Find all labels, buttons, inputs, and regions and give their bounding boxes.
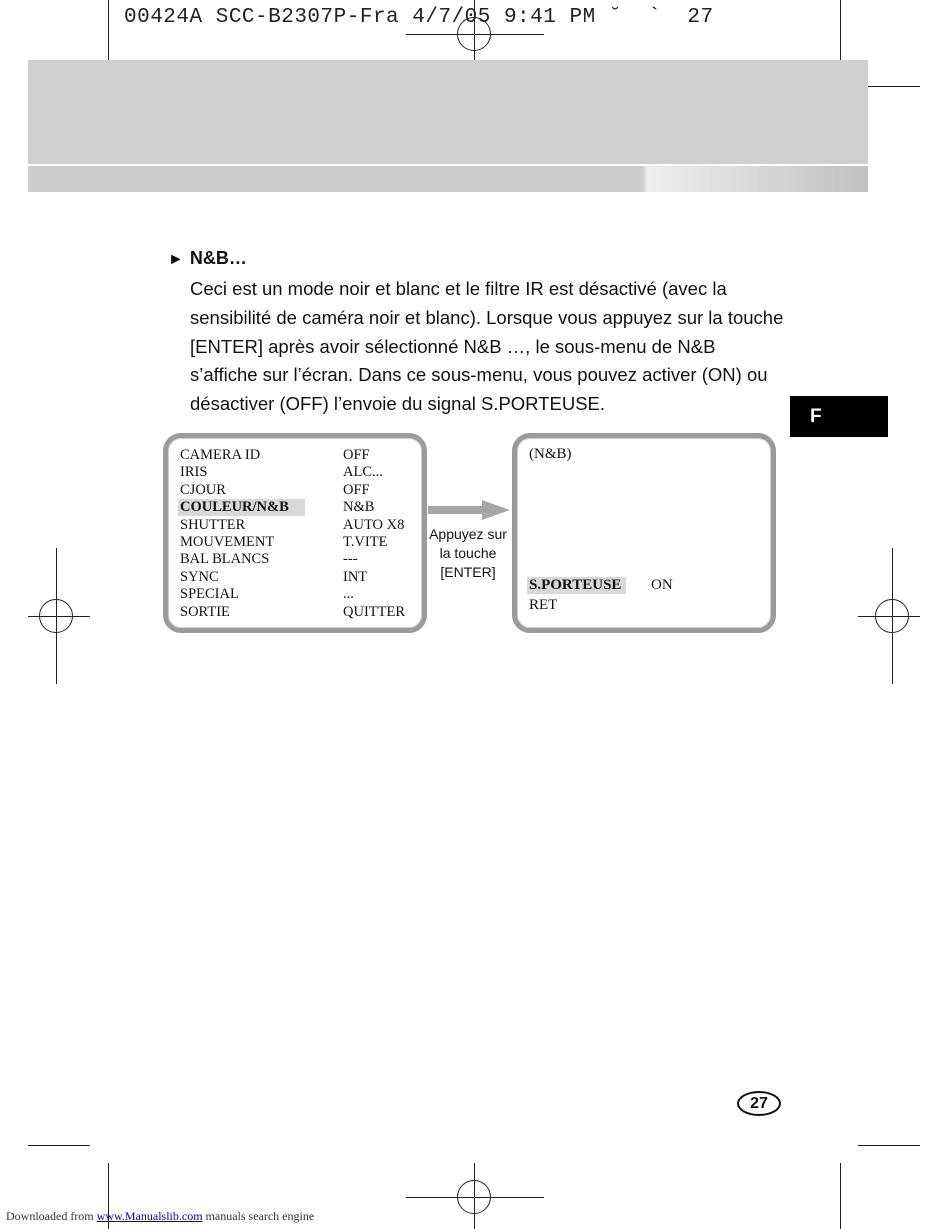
section-paragraph <box>190 275 790 419</box>
main-menu-screen <box>163 433 427 633</box>
submenu-item-value: ON <box>651 577 673 593</box>
menu-value: INT <box>343 568 368 585</box>
paragraph-line: s’affiche sur l’écran. Dans ce sous-menu, vous pouvez activer (ON) ou <box>190 364 768 386</box>
print-slug: 00424A SCC-B2307P-Fra 4/7/05 9:41 PM ˘ ` 27 <box>124 6 714 29</box>
submenu-title: (N&B) <box>529 446 572 462</box>
menu-label: MOUVEMENT <box>180 534 275 550</box>
menu-label: SHUTTER <box>180 516 246 533</box>
footer-link[interactable]: www.Manualslib.com <box>96 1209 203 1223</box>
paragraph-line: désactiver (OFF) l’envoie du signal S.PORTEUSE. <box>190 393 606 415</box>
paragraph-line: [ENTER] après avoir sélectionné N&B …, le sous-menu de N&B <box>190 335 716 357</box>
arrow-caption <box>428 525 508 582</box>
caption-line: la touche <box>439 545 497 561</box>
arrow-right-icon <box>428 498 512 522</box>
section-heading <box>168 248 247 269</box>
paragraph-line: Ceci est un mode noir et blanc et le filtre IR est désactivé (avec la <box>190 278 727 299</box>
menu-value: QUITTER <box>343 603 406 620</box>
menu-value: AUTO X8 <box>343 516 405 533</box>
menu-label: CJOUR <box>180 481 226 498</box>
page-number: 27 <box>737 1091 781 1116</box>
paragraph-line: sensibilité de caméra noir et blanc). Lorsque vous appuyez sur la touche <box>190 306 784 328</box>
menu-value: OFF <box>343 447 370 463</box>
menu-label: IRIS <box>180 464 208 481</box>
menu-value: ... <box>343 586 354 603</box>
caption-line: [ENTER] <box>440 564 496 580</box>
header-band <box>28 60 868 164</box>
caption-line: Appuyez sur <box>429 526 507 542</box>
menu-label: SPECIAL <box>180 586 239 603</box>
menu-label: SORTIE <box>180 603 230 620</box>
header-gradient-bar <box>28 166 868 192</box>
download-footer <box>6 1209 314 1224</box>
pointer-triangle-icon: ► <box>168 251 184 268</box>
footer-suffix: manuals search engine <box>202 1209 315 1223</box>
menu-value: ALC... <box>343 464 383 481</box>
menu-label: CAMERA ID <box>180 447 261 463</box>
menu-label: BAL BLANCS <box>180 551 270 568</box>
menu-value: OFF <box>343 481 370 498</box>
submenu-item-label: S.PORTEUSE <box>527 577 626 594</box>
menu-value: N&B <box>343 499 375 516</box>
submenu-return: RET <box>529 597 558 613</box>
menu-value: --- <box>343 551 358 568</box>
language-tab: F <box>790 396 888 437</box>
menu-label: COULEUR/N&B <box>178 499 305 516</box>
footer-prefix: Downloaded from <box>6 1209 97 1223</box>
menu-value: T.VITE <box>343 534 388 550</box>
menu-label: SYNC <box>180 568 219 585</box>
submenu-screen <box>512 433 776 633</box>
section-heading-text: N&B… <box>189 248 247 268</box>
